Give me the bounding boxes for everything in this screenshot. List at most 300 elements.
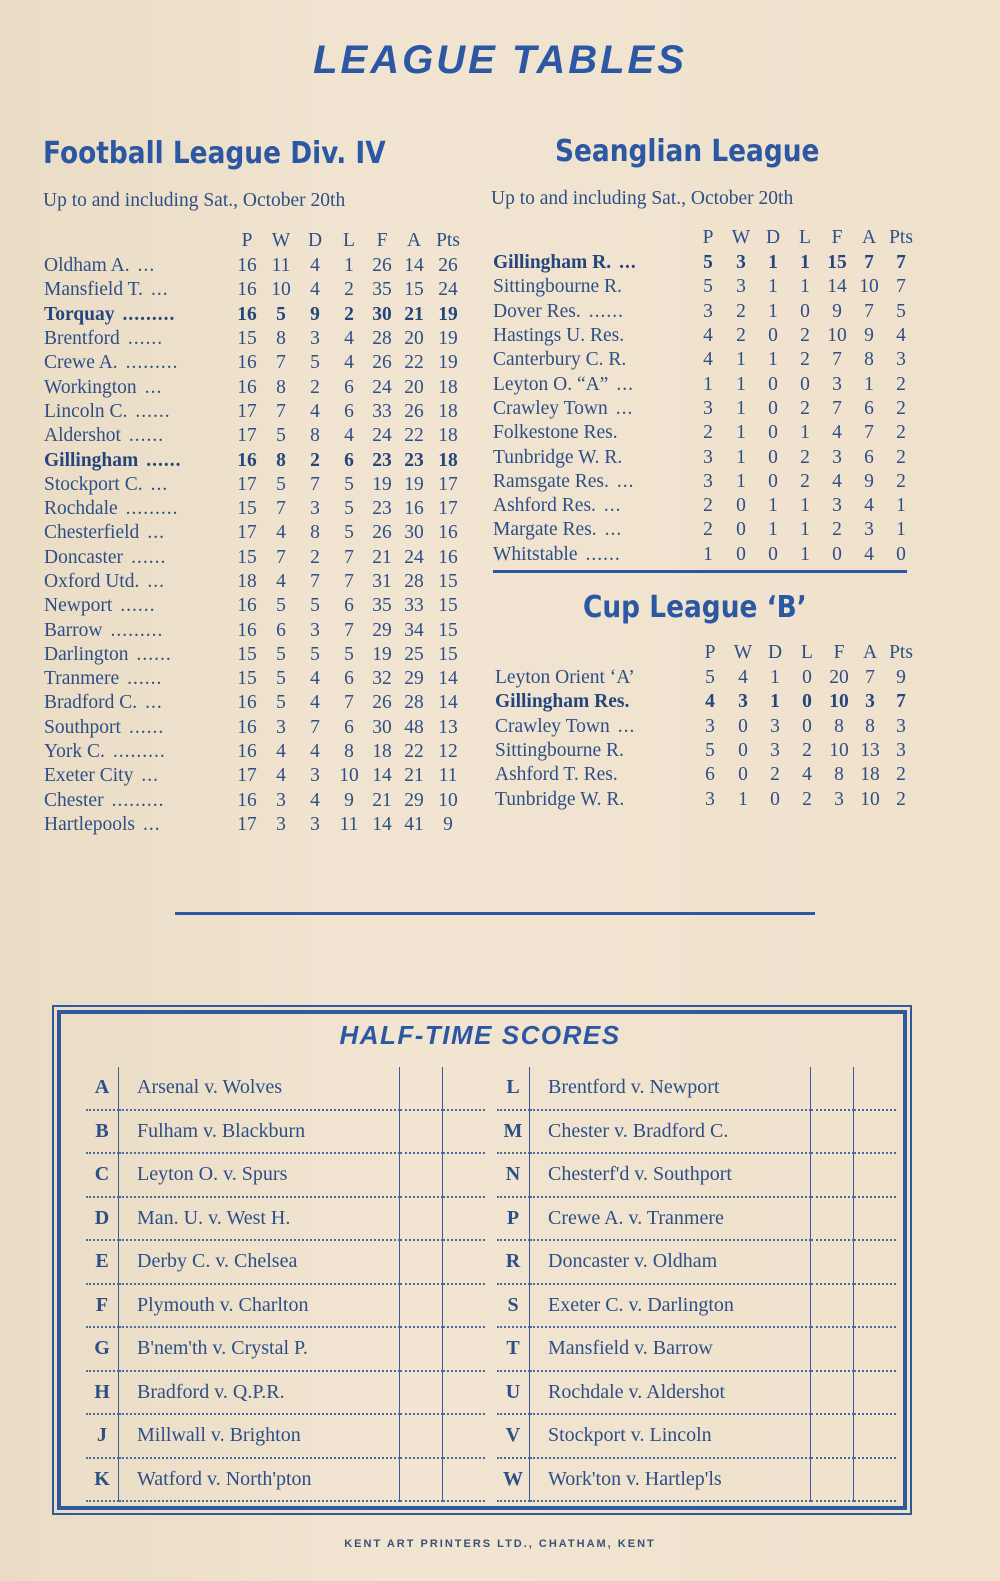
score-box-away (854, 1153, 897, 1197)
stat-f: 30 (372, 716, 392, 738)
stat-d: 0 (768, 397, 778, 419)
stat-f: 14 (827, 276, 847, 298)
table-row (44, 254, 466, 278)
team-name: Gillingham Res. (495, 691, 630, 713)
stat-l: 6 (344, 400, 354, 422)
stat-a: 22 (404, 425, 424, 447)
team-cell (44, 546, 230, 570)
team-name: Tunbridge W. R. (493, 446, 623, 468)
column-header-f: F (833, 642, 845, 663)
team-name: Canterbury C. R. (493, 349, 627, 371)
stat-pts: 15 (438, 595, 458, 617)
section-divider (493, 570, 907, 573)
match-letter: N (497, 1153, 530, 1197)
halftime-row (497, 1153, 896, 1197)
table-row (44, 789, 466, 813)
team-cell (44, 521, 230, 545)
leader-dots: ... (150, 279, 169, 301)
table-row (44, 618, 466, 642)
stat-l: 4 (344, 425, 354, 447)
stat-l: 10 (339, 765, 359, 787)
table-row (44, 813, 466, 837)
table-row (44, 521, 466, 545)
stat-w: 8 (276, 328, 286, 350)
stat-pts: 2 (896, 470, 906, 492)
match-name: Fulham v. Blackburn (119, 1110, 400, 1154)
stat-a: 8 (864, 349, 874, 371)
stat-d: 4 (310, 789, 320, 811)
score-box-home (400, 1414, 443, 1458)
stat-pts: 19 (438, 303, 458, 325)
column-header-w: W (733, 642, 753, 663)
stat-a: 4 (864, 543, 874, 565)
stat-f: 21 (372, 789, 392, 811)
table-row (493, 324, 917, 348)
team-name: Oxford Utd. (44, 571, 140, 592)
team-cell (493, 518, 691, 542)
leader-dots: ... (150, 473, 169, 495)
stat-w: 11 (271, 255, 291, 277)
team-cell (44, 667, 230, 691)
match-name: Chesterf'd v. Southport (530, 1153, 811, 1197)
score-box-home (811, 1414, 854, 1458)
match-letter: H (86, 1371, 119, 1415)
score-box-home (811, 1197, 854, 1241)
stat-f: 26 (372, 522, 392, 544)
stat-a: 20 (404, 328, 424, 350)
match-letter: C (86, 1153, 119, 1197)
team-name: Lincoln C. (44, 400, 128, 422)
match-name: B'nem'th v. Crystal P. (119, 1327, 400, 1371)
stat-w: 3 (736, 276, 746, 298)
stat-l: 4 (802, 764, 812, 786)
stat-d: 4 (310, 400, 320, 422)
stat-d: 3 (770, 740, 780, 762)
stat-d: 0 (770, 788, 780, 810)
stat-f: 35 (372, 595, 392, 617)
team-cell (495, 787, 693, 811)
stat-f: 29 (372, 619, 392, 641)
column-header-a: A (862, 642, 878, 663)
table-row (493, 348, 917, 372)
stat-f: 23 (372, 449, 392, 471)
score-box-home (400, 1327, 443, 1371)
match-name: Rochdale v. Aldershot (530, 1371, 811, 1415)
stat-w: 4 (276, 741, 286, 763)
team-cell (495, 666, 693, 690)
stat-w: 4 (276, 571, 286, 592)
stat-l: 2 (800, 470, 810, 492)
team-name: Workington (44, 376, 137, 398)
stat-p: 4 (703, 325, 713, 347)
stat-p: 16 (237, 449, 257, 471)
stat-p: 2 (703, 495, 713, 517)
team-cell (44, 643, 230, 667)
stat-f: 4 (832, 422, 842, 444)
stat-l: 7 (344, 619, 354, 641)
stat-d: 5 (310, 352, 320, 374)
stat-l: 0 (800, 300, 810, 322)
column-header-f: F (376, 230, 388, 251)
stat-pts: 7 (896, 691, 906, 713)
stat-p: 5 (705, 740, 715, 762)
score-box-away (443, 1067, 486, 1110)
stat-pts: 17 (438, 473, 458, 495)
stat-p: 16 (237, 716, 257, 738)
stat-f: 9 (832, 300, 842, 322)
team-cell (44, 740, 230, 764)
team-name: Leyton O. “A” (493, 373, 609, 395)
stat-d: 1 (768, 349, 778, 371)
stat-l: 7 (344, 571, 354, 592)
match-letter: A (86, 1067, 119, 1110)
stat-l: 6 (344, 376, 354, 398)
score-box-away (443, 1284, 486, 1328)
leader-dots: ...... (131, 546, 167, 568)
stat-pts: 9 (896, 667, 906, 689)
stat-a: 3 (865, 691, 875, 713)
halftime-row (497, 1414, 896, 1458)
stat-w: 4 (738, 667, 748, 689)
stat-w: 5 (276, 643, 286, 665)
table-row (44, 351, 466, 375)
stat-a: 9 (864, 470, 874, 492)
table-row (44, 424, 466, 448)
team-cell (44, 278, 230, 302)
stat-d: 1 (768, 276, 778, 298)
stat-p: 3 (703, 397, 713, 419)
stat-f: 26 (372, 692, 392, 714)
stat-pts: 18 (438, 376, 458, 398)
stat-l: 2 (802, 788, 812, 810)
score-box-home (400, 1153, 443, 1197)
table-row (493, 275, 917, 299)
team-name: Crawley Town (495, 715, 610, 737)
score-box-away (854, 1458, 897, 1502)
stat-w: 5 (276, 692, 286, 714)
stat-p: 16 (237, 692, 257, 714)
stat-w: 1 (736, 373, 746, 395)
team-name: Brentford (44, 328, 120, 350)
leader-dots: ......... (125, 352, 179, 374)
column-header-a: A (861, 227, 877, 248)
table-row (493, 470, 917, 494)
table-row (493, 494, 917, 518)
column-header-l: L (799, 227, 811, 248)
stat-pts: 4 (896, 325, 906, 347)
stat-p: 15 (237, 643, 257, 665)
team-cell (44, 424, 230, 448)
stat-l: 0 (800, 373, 810, 395)
stat-a: 28 (404, 571, 424, 592)
team-cell (493, 251, 691, 275)
stat-f: 10 (827, 325, 847, 347)
team-cell (495, 763, 693, 787)
stat-a: 21 (404, 303, 424, 325)
stat-a: 7 (864, 300, 874, 322)
table-row (493, 518, 917, 542)
score-box-home (811, 1110, 854, 1154)
table-row (493, 251, 917, 275)
halftime-row (497, 1284, 896, 1328)
score-box-away (443, 1327, 486, 1371)
table-row (495, 715, 917, 739)
match-name: Man. U. v. West H. (119, 1197, 400, 1241)
div4-title: Football League Div. IV (43, 136, 386, 171)
team-name: Newport (44, 595, 113, 617)
team-cell (44, 691, 230, 715)
stat-pts: 18 (438, 400, 458, 422)
stat-pts: 26 (438, 255, 458, 277)
halftime-row (497, 1327, 896, 1371)
stat-l: 6 (344, 449, 354, 471)
cup-b-header-row (495, 640, 917, 666)
score-box-home (811, 1153, 854, 1197)
match-letter: L (497, 1067, 530, 1110)
team-cell (44, 594, 230, 618)
stat-a: 6 (864, 446, 874, 468)
stat-p: 3 (703, 470, 713, 492)
stat-f: 10 (829, 740, 849, 762)
stat-pts: 2 (896, 446, 906, 468)
team-name: Rochdale (44, 498, 118, 520)
stat-f: 14 (372, 765, 392, 787)
halftime-row (497, 1110, 896, 1154)
score-box-home (811, 1371, 854, 1415)
stat-l: 6 (344, 595, 354, 617)
team-cell (44, 303, 230, 327)
match-name: Doncaster v. Oldham (530, 1240, 811, 1284)
halftime-right-table (497, 1067, 896, 1502)
seanglian-subtitle: Up to and including Sat., October 20th (491, 188, 794, 209)
stat-w: 0 (736, 495, 746, 517)
leader-dots: ... (615, 397, 634, 419)
stat-f: 24 (372, 376, 392, 398)
page-divider (175, 912, 815, 915)
printer-credit: KENT ART PRINTERS LTD., CHATHAM, KENT (344, 1538, 656, 1550)
team-cell (493, 421, 691, 445)
stat-d: 2 (770, 764, 780, 786)
leader-dots: ... (147, 522, 165, 544)
stat-pts: 7 (896, 276, 906, 298)
stat-a: 30 (404, 522, 424, 544)
score-box-home (400, 1458, 443, 1502)
team-cell (493, 275, 691, 299)
stat-w: 0 (738, 715, 748, 737)
match-letter: T (497, 1327, 530, 1371)
score-box-home (400, 1371, 443, 1415)
stat-l: 2 (800, 325, 810, 347)
stat-f: 14 (372, 813, 392, 835)
stat-a: 6 (864, 397, 874, 419)
team-cell (44, 570, 230, 594)
match-letter: W (497, 1458, 530, 1502)
page-title: LEAGUE TABLES (313, 38, 687, 82)
team-cell (44, 473, 230, 497)
stat-w: 8 (276, 376, 286, 398)
team-name: Bradford C. (44, 692, 138, 714)
team-name: Crewe A. (44, 352, 118, 374)
stat-f: 35 (372, 279, 392, 301)
match-letter: M (497, 1110, 530, 1154)
stat-w: 5 (276, 425, 286, 447)
stat-l: 6 (344, 668, 354, 690)
leader-dots: ... (141, 765, 159, 787)
leader-dots: ... (603, 495, 622, 517)
match-letter: R (497, 1240, 530, 1284)
team-cell (44, 448, 230, 472)
stat-p: 5 (703, 276, 713, 298)
stat-a: 16 (404, 498, 424, 520)
column-header-p: P (241, 230, 253, 251)
score-box-away (443, 1414, 486, 1458)
table-row (493, 421, 917, 445)
stat-w: 3 (276, 789, 286, 811)
stat-w: 1 (736, 446, 746, 468)
table-row (44, 594, 466, 618)
stat-l: 0 (802, 667, 812, 689)
leader-dots: ......... (125, 498, 179, 520)
team-name: Folkestone Res. (493, 422, 618, 444)
score-box-home (811, 1284, 854, 1328)
stat-w: 0 (736, 519, 746, 541)
halftime-row (86, 1153, 485, 1197)
stat-f: 31 (372, 571, 392, 592)
score-box-away (854, 1067, 897, 1110)
leader-dots: ...... (128, 425, 165, 447)
stat-p: 15 (237, 498, 257, 520)
column-header-l: L (343, 230, 355, 251)
team-cell (44, 351, 230, 375)
stat-p: 16 (237, 619, 257, 641)
stat-p: 17 (237, 522, 257, 544)
team-name: Ashford T. Res. (495, 764, 618, 786)
stat-w: 0 (738, 764, 748, 786)
score-box-away (854, 1327, 897, 1371)
stat-p: 16 (237, 352, 257, 374)
team-name: Ashford Res. (493, 495, 596, 517)
match-name: Plymouth v. Charlton (119, 1284, 400, 1328)
team-name: Sittingbourne R. (493, 276, 622, 298)
table-row (44, 497, 466, 521)
match-letter: F (86, 1284, 119, 1328)
match-name: Exeter C. v. Darlington (530, 1284, 811, 1328)
div4-subtitle: Up to and including Sat., October 20th (43, 190, 346, 211)
stat-f: 0 (832, 543, 842, 565)
match-name: Leyton O. v. Spurs (119, 1153, 400, 1197)
stat-a: 23 (404, 449, 424, 471)
stat-w: 7 (276, 400, 286, 422)
table-row (44, 448, 466, 472)
stat-d: 3 (310, 498, 320, 520)
leader-dots: ... (604, 519, 623, 541)
stat-p: 3 (703, 300, 713, 322)
stat-d: 0 (768, 373, 778, 395)
stat-pts: 3 (896, 349, 906, 371)
team-name: Whitstable (493, 543, 578, 565)
stat-f: 30 (372, 303, 392, 325)
stat-f: 23 (372, 498, 392, 520)
team-cell (44, 375, 230, 399)
stat-f: 3 (832, 495, 842, 517)
stat-pts: 17 (438, 498, 458, 520)
stat-l: 11 (339, 813, 359, 835)
halftime-row (86, 1240, 485, 1284)
stat-w: 1 (736, 349, 746, 371)
halftime-row (86, 1371, 485, 1415)
stat-d: 0 (768, 446, 778, 468)
leader-dots: ...... (128, 716, 165, 738)
score-box-home (811, 1327, 854, 1371)
stat-l: 2 (800, 349, 810, 371)
team-cell (493, 348, 691, 372)
stat-f: 7 (832, 397, 842, 419)
seanglian-table (493, 225, 917, 567)
leader-dots: ... (147, 571, 165, 592)
leader-dots: ......... (122, 303, 176, 325)
seanglian-title: Seanglian League (555, 134, 820, 169)
match-name: Brentford v. Newport (530, 1067, 811, 1110)
stat-p: 16 (237, 595, 257, 617)
stat-d: 4 (310, 692, 320, 714)
halftime-row (497, 1067, 896, 1110)
table-row (44, 400, 466, 424)
halftime-row (86, 1327, 485, 1371)
table-row (493, 397, 917, 421)
stat-pts: 14 (438, 692, 458, 714)
team-name: Southport (44, 716, 121, 738)
team-name: Gillingham (44, 449, 139, 471)
stat-f: 2 (832, 519, 842, 541)
stat-pts: 1 (896, 495, 906, 517)
match-letter: E (86, 1240, 119, 1284)
halftime-row (497, 1197, 896, 1241)
team-cell (44, 497, 230, 521)
stat-f: 24 (372, 425, 392, 447)
stat-p: 3 (705, 715, 715, 737)
halftime-row (86, 1458, 485, 1502)
stat-w: 0 (738, 740, 748, 762)
score-box-away (854, 1371, 897, 1415)
halftime-row (86, 1284, 485, 1328)
match-name: Stockport v. Lincoln (530, 1414, 811, 1458)
table-row (44, 473, 466, 497)
stat-p: 17 (237, 400, 257, 422)
stat-a: 25 (404, 643, 424, 665)
stat-d: 1 (768, 300, 778, 322)
stat-d: 0 (768, 325, 778, 347)
score-box-away (854, 1240, 897, 1284)
stat-w: 2 (736, 300, 746, 322)
leader-dots: ... (142, 813, 161, 835)
table-row (493, 300, 917, 324)
table-row (44, 667, 466, 691)
stat-w: 10 (271, 279, 291, 301)
team-column-header (495, 640, 693, 666)
stat-d: 3 (310, 619, 320, 641)
column-header-d: D (307, 230, 323, 251)
column-header-a: A (406, 230, 422, 251)
stat-a: 34 (404, 619, 424, 641)
stat-d: 0 (768, 470, 778, 492)
leader-dots: ...... (127, 668, 163, 690)
leader-dots: ...... (146, 449, 182, 471)
team-name: Ramsgate Res. (493, 470, 609, 492)
stat-l: 6 (344, 716, 354, 738)
stat-pts: 3 (896, 740, 906, 762)
team-column-header (44, 228, 230, 254)
match-letter: J (86, 1414, 119, 1458)
